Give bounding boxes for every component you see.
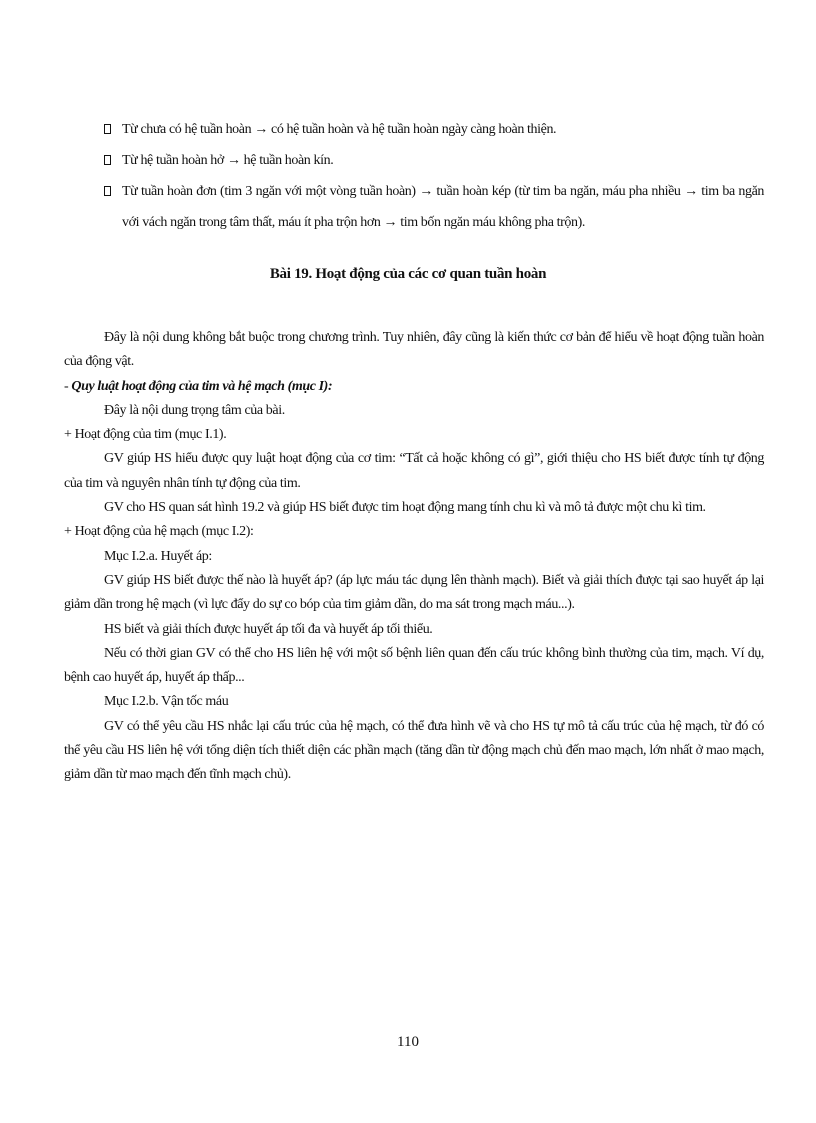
evolution-bullet-list: [104, 114, 764, 238]
lesson-body: [64, 326, 764, 788]
heading-prefix: -: [64, 378, 72, 394]
bullet-box-icon: [104, 124, 111, 134]
paragraph: GV có thể yêu cầu HS nhắc lại cấu trúc của hệ mạch, có thể đưa hình vẽ và cho HS tự mô tả cấu trúc của hệ mạch, từ đó có thể yêu cầu HS liên hệ với tổng diện tích thiết diện các phần mạch (tăng dần từ động mạch chủ đến mao mạch, lớn nhất ở mao mạch, giảm dần từ mao mạch đến tĩnh mạch chủ).: [64, 718, 764, 783]
bullet-box-icon: [104, 155, 111, 165]
bullet-box-icon: [104, 186, 111, 196]
bullet-item: [104, 114, 764, 145]
bullet-text: Từ chưa có hệ tuần hoàn → có hệ tuần hoàn và hệ tuần hoàn ngày càng hoàn thiện.: [122, 122, 557, 137]
bullet-text: Từ tuần hoàn đơn (tim 3 ngăn với một vòng tuần hoàn) → tuần hoàn kép (từ tim ba ngăn, máu pha nhiều → tim ba ngăn với vách ngăn trong tâm thất, máu ít pha trộn hơn → tim bốn ngăn máu không pha trộn).: [122, 184, 764, 230]
paragraph: Mục I.2.b. Vận tốc máu: [104, 694, 229, 710]
subheading: + Hoạt động của tim (mục I.1).: [64, 427, 227, 443]
paragraph: Mục I.2.a. Huyết áp:: [104, 548, 212, 564]
bullet-item: [104, 145, 764, 176]
paragraph: GV giúp HS biết được thế nào là huyết áp? (áp lực máu tác dụng lên thành mạch). Biết và giải thích được tại sao huyết áp lại giảm dần trong hệ mạch (vì lực đẩy do sự co bóp của tim giảm dần, do ma sát trong mạch máu...).: [64, 572, 764, 613]
page-number: 110: [397, 1034, 419, 1050]
paragraph: Đây là nội dung trọng tâm của bài.: [104, 402, 285, 418]
paragraph: GV cho HS quan sát hình 19.2 và giúp HS biết được tim hoạt động mang tính chu kì và mô tả được một chu kì tim.: [104, 500, 706, 516]
subsection-heading: [64, 375, 764, 399]
section-title: Bài 19. Hoạt động của các cơ quan tuần hoàn: [269, 266, 547, 282]
subheading: + Hoạt động của hệ mạch (mục I.2):: [64, 524, 254, 540]
intro-paragraph: Đây là nội dung không bắt buộc trong chương trình. Tuy nhiên, đây cũng là kiến thức cơ bản để hiểu về hoạt động tuần hoàn của động vật.: [64, 330, 764, 370]
heading-text: Quy luật hoạt động của tim và hệ mạch (mục I):: [71, 378, 333, 394]
paragraph: Nếu có thời gian GV có thể cho HS liên hệ với một số bệnh liên quan đến cấu trúc không bình thường của tim, mạch. Ví dụ, bệnh cao huyết áp, huyết áp thấp...: [64, 645, 764, 686]
paragraph: HS biết và giải thích được huyết áp tối đa và huyết áp tối thiểu.: [104, 621, 433, 637]
bullet-text: Từ hệ tuần hoàn hở → hệ tuần hoàn kín.: [122, 153, 334, 168]
bullet-item: [104, 176, 764, 238]
paragraph: GV giúp HS hiểu được quy luật hoạt động của cơ tim: “Tất cả hoặc không có gì”, giới thiệu cho HS biết được tính tự động của tim và nguyên nhân tính tự động của tim.: [64, 451, 764, 491]
